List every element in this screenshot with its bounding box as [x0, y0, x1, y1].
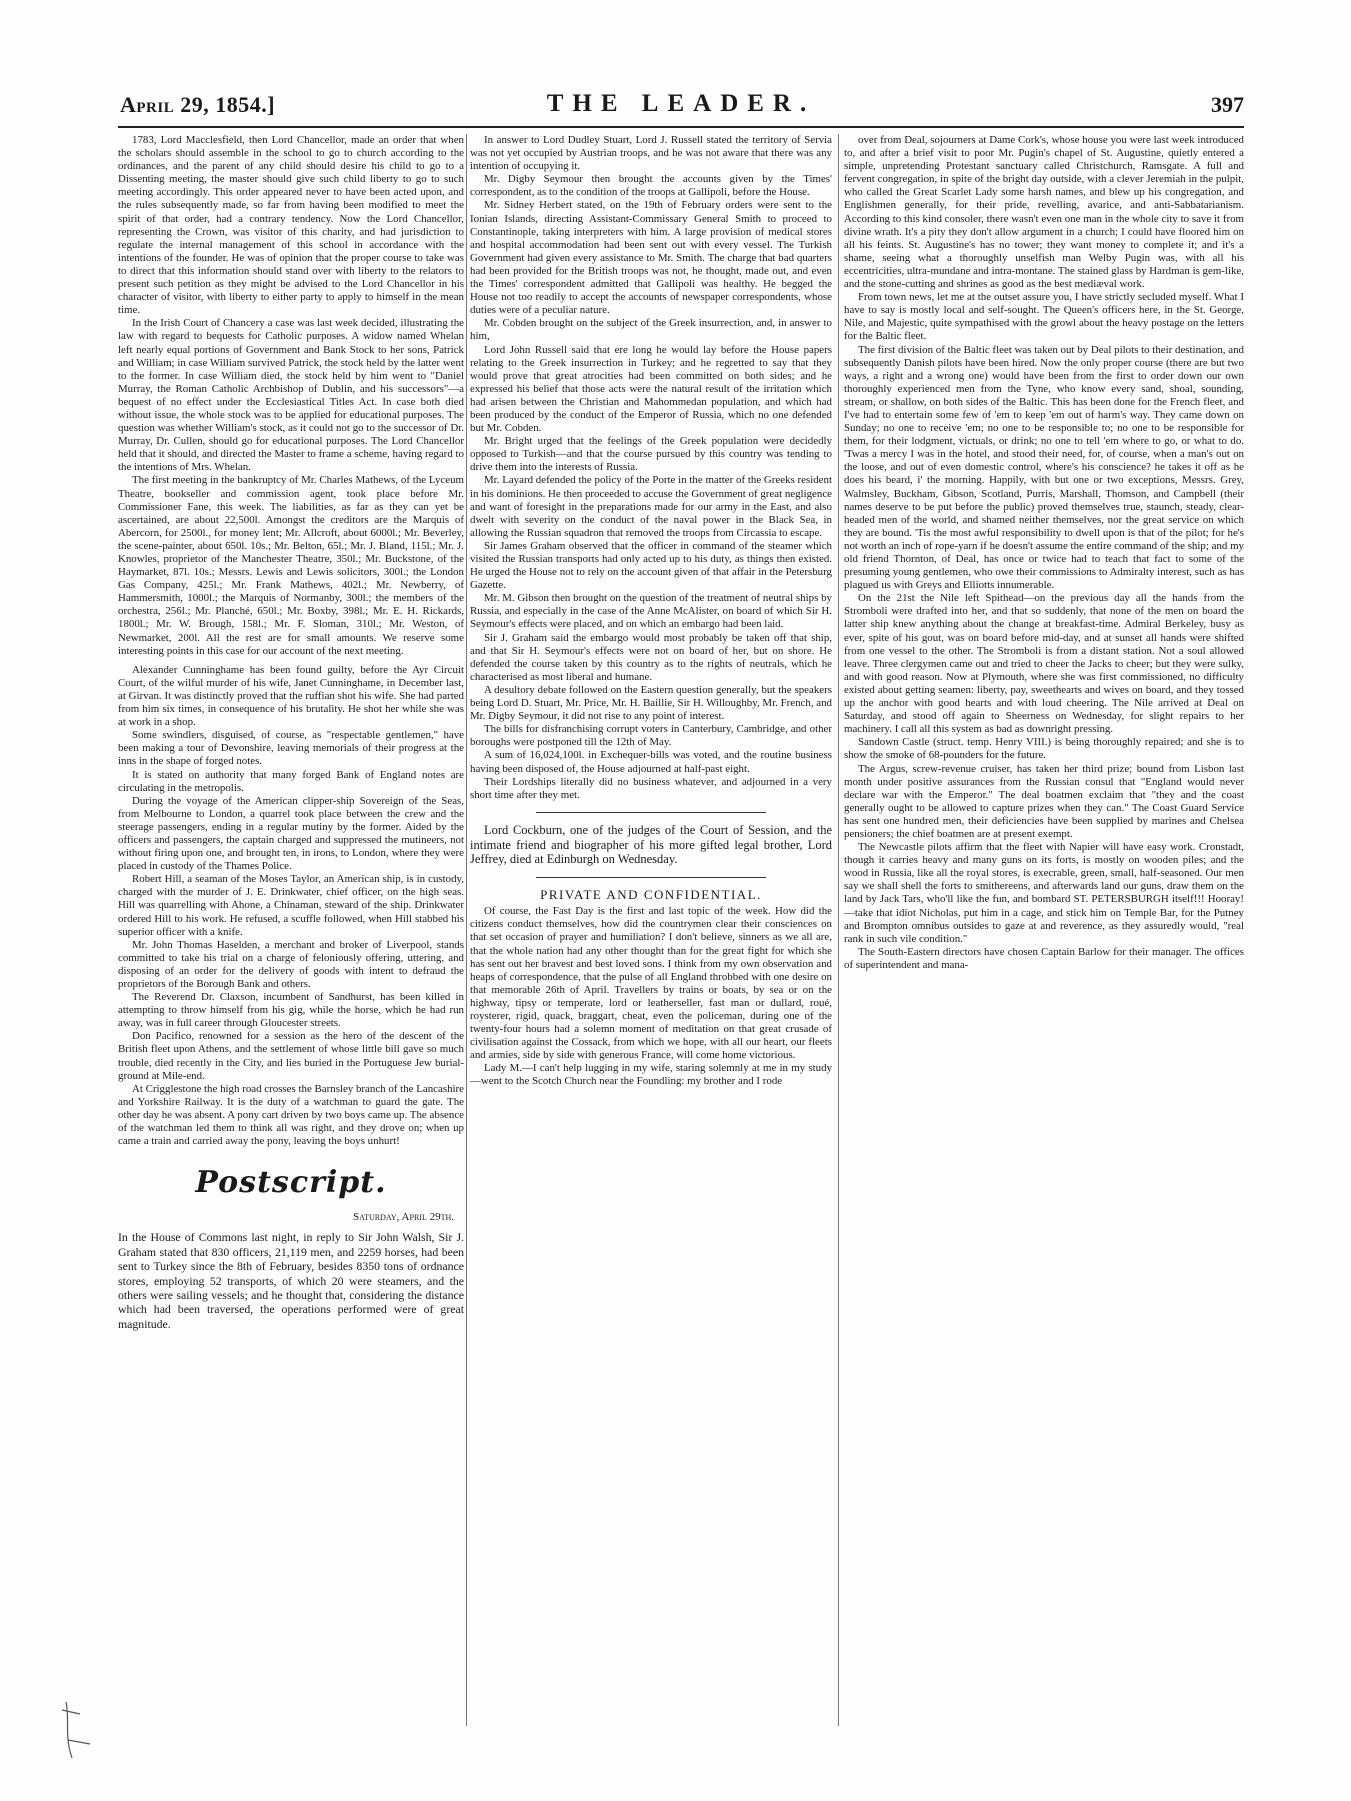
masthead-rule: [118, 126, 1244, 128]
paragraph: Mr. Bright urged that the feelings of the Greek population were decidedly opposed to Turkish—and that the course pursued by this country was tending to drive them into the interests of Russia.: [470, 435, 832, 474]
paragraph: The first meeting in the bankruptcy of Mr. Charles Mathews, of the Lyceum Theatre, bookseller and commission agent, took place before Mr. Commissioner Fane, this week. The liabilities, as far as they can yet be ascertained, are about 22,500l. Amongst the creditors are the Marquis of Abercorn, for 2500l., for money lent; Mr. Allcroft, about 6000l.; Mr. Beverley, the scene-painter, about 650l. 10s.; Mr. Belton, 65l.; Mr. J. Bland, 115l.; Mr. J. Knowles, proprietor of the Manchester Theatre, 350l.; Mr. Buckstone, of the Haymarket, 87l. 10s.; Messrs. Lewis and Lewis solicitors, 300l.; the London Gas Company, 425l.; Mr. Frank Mathews, 402l.; Mr. Newberry, of Hammersmith, 1000l.; the Marquis of Normanby, 300l.; the members of the orchestra, 256l.; Mr. Planché, 650l.; Mr. Boxby, 398l.; Mr. E. H. Rickards, 1800l.; Mr. W. Brough, 158l.; Mr. F. Sloman, 310l.; Mr. Weston, of Newmarket, 200l. All the rest are for small amounts. We reserve some interesting points in this case for our account of the next meeting.: [118, 474, 464, 657]
postscript-heading: Postscript.: [195, 1165, 387, 1201]
paragraph: The bills for disfranchising corrupt voters in Canterbury, Cambridge, and other boroughs were postponed till the 12th of May.: [470, 723, 832, 749]
paragraph: Some swindlers, disguised, of course, as "respectable gentlemen," have been making a tour of Devonshire, leaving memorials of their progress at the inns in the shape of forged notes.: [118, 729, 464, 768]
paragraph: On the 21st the Nile left Spithead—on the previous day all the hands from the Stromboli were drafted into her, and that so suddenly, that none of the men on board the latter ship knew anything about the change at breakfast-time. Admiral Berkeley, busy as ever, spite of his gout, was on board before mid-day, and at sunset all hands were shifted from one vessel to the other. The Stromboli is from a distant station. Not a soul allowed leave. Three clergymen came out and tried to cheer the Jacks to cheer; but they were sulky, and with good reason. Now at Plymouth, where she was first commissioned, no difficulty existed about getting seamen: liberty, pay, sweethearts and wives on board, and they tossed up the anchor with good hearts and with loud cheering. The Nile arrived at Deal on Saturday, and stood off again to Sheerness on Wednesday, for slight repairs to her machinery. I call all this system as bad as downright pressing.: [844, 592, 1244, 736]
paragraph: During the voyage of the American clipper-ship Sovereign of the Seas, from Melbourne to London, a quarrel took place between the crew and the steerage passengers, ending in a regular mutiny by the former. Aided by the officers and passengers, the captain charged and suppressed the mutineers, not without firing upon one, and brought ten, in irons, to London, where they were placed in custody of the Thames Police.: [118, 794, 464, 873]
paragraph: Mr. Digby Seymour then brought the accounts given by the Times' correspondent, as to the condition of the troops at Gallipoli, before the House.: [470, 173, 832, 199]
paragraph: The Reverend Dr. Claxson, incumbent of Sandhurst, has been killed in attempting to throw himself from his gig, while the horse, which he had run away, was in full career through Gloucester streets.: [118, 991, 464, 1030]
paragraph: Sir James Graham observed that the officer in command of the steamer which visited the Russian transports had only acted up to his duty, as things then existed. He urged the House not to rely on the account given of that affair in the Petersburg Gazette.: [470, 539, 832, 592]
paragraph: A sum of 16,024,100l. in Exchequer-bills was voted, and the routine business having been disposed of, the House adjourned at half-past eight.: [470, 749, 832, 775]
obituary-notice: Lord Cockburn, one of the judges of the Court of Session, and the intimate friend and biographer of his more gifted legal brother, Lord Jeffrey, died at Edinburgh on Wednesday.: [470, 822, 832, 867]
paragraph: Robert Hill, a seaman of the Moses Taylor, an American ship, is in custody, charged with the murder of J. E. Drinkwater, chief officer, on the high seas. Hill was quarrelling with Ahone, a Chinaman, steward of the ship. Drinkwater ordered Hill to his work. He refused, a scuffle followed, when Hill stabbed his superior officer with a knife.: [118, 873, 464, 938]
column-divider: [466, 134, 467, 1726]
ink-smudge: [60, 1700, 100, 1760]
paragraph: 1783, Lord Macclesfield, then Lord Chancellor, made an order that when the scholars should assemble in the school to go to church according to the ordinances, and the parent of any child should desire his child to go to a Dissenting meeting, the master should give such child liberty to go to such meeting accordingly. This order appeared never to have been acted upon, and the rules subsequently made, so far from having been modified to meet the spirit of that order, had a contrary tendency. Now the Lord Chancellor, representing the Crown, was visitor of this charity, and had jurisdiction to regulate the internal management of this school in accordance with the intentions of the founder. He was of opinion that the proper course to take was to direct that this information should stand over with liberty to the relators to present such petition as they might be advised to the Lord Chancellor in his character of visitor, with liberty to either party to apply to himself in the mean time.: [118, 134, 464, 317]
paragraph: From town news, let me at the outset assure you, I have strictly secluded myself. What I have to say is mostly local and self-sought. The Queen's officers here, in the St. George, Nile, and Majestic, quite sympathised with the growl about the heavy postage on the letters for the Baltic fleet.: [844, 291, 1244, 343]
paragraph: over from Deal, sojourners at Dame Cork's, whose house you were last week introduced to, and after a brief visit to poor Mr. Pugin's chapel of St. Augustine, quietly entered a simple, unpretending Protestant sanctuary called Christchurch, Ramsgate. A full and fervent congregation, in spite of the bright day outside, with a clever Jeremiah in the pulpit, who called the Great Scarlet Lady some harsh names, and blew up his congregation, and Englishmen generally, for their pride, revelling, avarice, and anti-Sabbatarianism. According to this kind consoler, there wasn't even one man in the whole city to save it from divine wrath. It's a pity they don't allow argument in a church; I could have floored him on all his feints. St. Augustine's has no tower; they want money to complete it; and it's a shame, seeing what a thoroughly unselfish man Welby Pugin was, with all his eccentricities, ultra-mundane and intra-montane. The stained glass by Hardman is gem-like, and the stone-cutting and shrines as good as the best mediæval work.: [844, 134, 1244, 291]
dateline: Saturday, April 29th.: [353, 1211, 454, 1224]
paragraph: In answer to Lord Dudley Stuart, Lord J. Russell stated the territory of Servia was not yet occupied by Austrian troops, and he was not aware that there was any intention of occupying it.: [470, 134, 832, 173]
paragraph: Their Lordships literally did no business whatever, and adjourned in a very short time after they met.: [470, 775, 832, 801]
issue-date: April 29, 1854.]: [120, 92, 276, 117]
newspaper-page: [118, 92, 1244, 1792]
column-2: [470, 134, 832, 1089]
paragraph: A desultory debate followed on the Eastern question generally, but the speakers being Lord D. Stuart, Mr. Price, Mr. H. Baillie, Sir H. Willoughby, Mr. French, and Mr. Digby Seymour, it did not rise to any point of interest.: [470, 683, 832, 723]
paragraph: Sandown Castle (struct. temp. Henry VIII.) is being thoroughly repaired; and she is to show the smoke of 68-pounders for the future.: [844, 736, 1244, 762]
paragraph: The South-Eastern directors have chosen Captain Barlow for their manager. The offices of superintendent and mana-: [844, 945, 1244, 971]
page-number: 397: [1211, 92, 1244, 117]
paragraph: In the Irish Court of Chancery a case was last week decided, illustrating the law with regard to bequests for Catholic purposes. A widow named Whelan left nearly equal portions of Government and Bank Stock to her sons, Patrick and William; in case William survived Patrick, the stock held by the latter went to the former. In case William died, the stock held by him went to "Daniel Murray, the Roman Catholic Archbishop of Dublin, and his successors"—a bequest of no effect under the Ecclesiastical Titles Act. In case both died without issue, the whole stock was to be applied for educational purposes. The question was whether William's stock, as it could not go to the successor of Dr. Murray, Dr. Cullen, should go for educational purposes. The Lord Chancellor held that it should, and directed the Master to frame a scheme, having regard to the intentions of Mrs. Whelan.: [118, 317, 464, 474]
paragraph: Don Pacifico, renowned for a session as the hero of the descent of the British fleet upon Athens, and the settlement of whose little bill gave so much trouble, died recently in the City, and lies buried in the Portuguese Jew burial-ground at Mile-end.: [118, 1030, 464, 1082]
section-heading: PRIVATE AND CONFIDENTIAL.: [540, 887, 762, 903]
newspaper-title: THE LEADER.: [546, 90, 816, 117]
paragraph: Lord John Russell said that ere long he would lay before the House papers relating to the Greek insurrection in Turkey; and he regretted to say that they would prove that great atrocities had been committed on both sides; and he expressed his belief that those acts were the natural result of the irritation which had arisen between the Christian and Mahommedan population, and which had been produced by the conduct of the Emperor of Russia, which no one defended but Mr. Cobden.: [470, 343, 832, 435]
paragraph: In the House of Commons last night, in reply to Sir John Walsh, Sir J. Graham stated that 830 officers, 21,119 men, and 2259 horses, had been sent to Turkey since the 8th of February, besides 8350 tons of ordnance stores, employing 52 transports, of which 20 were steamers, and the others were sailing vessels; and he thought that, considering the distance which had been traversed, the operations performed were of great magnitude.: [118, 1230, 464, 1331]
paragraph: Mr. M. Gibson then brought on the question of the treatment of neutral ships by Russia, and especially in the case of the Anne McAlister, on board of which Sir H. Seymour's effects were placed, and on which an embargo had been laid.: [470, 592, 832, 631]
paragraph: Sir J. Graham said the embargo would most probably be taken off that ship, and that Sir H. Seymour's effects were not on board of her, but on shore. He defended the course taken by this country as to the rights of neutrals, which he characterised as most liberal and humane.: [470, 631, 832, 683]
section-rule: [536, 812, 766, 813]
paragraph: It is stated on authority that many forged Bank of England notes are circulating in the metropolis.: [118, 768, 464, 794]
paragraph: Mr. Cobden brought on the subject of the Greek insurrection, and, in answer to him,: [470, 317, 832, 343]
paragraph: The Argus, screw-revenue cruiser, has taken her third prize; bound from Lisbon last month under positive assurances from the Russian consul that "England would never declare war with the Emperor." The deal boatmen exclaim that "they and the coast generally ought to be allowed to capture prizes when they can." The Coast Guard Service has sent one hundred men, their deficiencies have been supplied by marines and Chelsea pensioners; the chief boatmen are at present exempt.: [844, 762, 1244, 840]
paragraph: Mr. Sidney Herbert stated, on the 19th of February orders were sent to the Ionian Islands, directing Assistant-Commissary General Smith to proceed to Constantinople, taking interpreters with him. A large provision of medical stores and hospital accommodation had been sent out with every vessel. The Turkish Government had given every assistance to Mr. Smith. The charge that bad quarters had been provided for the British troops was not, he thought, made out, and even the Times' correspondent admitted that Gallipoli was healthy. He begged the House not too readily to accept the accounts of newspaper correspondents, whose duties were of a peculiar nature.: [470, 199, 832, 317]
section-rule: [536, 877, 766, 878]
paragraph: The first division of the Baltic fleet was taken out by Deal pilots to their destination, and subsequently Danish pilots have been hired. Now the only proper course (there are but two ways, a right and a wrong one) would have been from the first to order down our own thoroughly experienced men from the Tyne, who know every sand, shoal, sounding, stream, or shallow, on both sides of the Baltic. This has been done for the French fleet, and I've had to entertain some few of 'em to keep 'em out of harm's way. They came down on Sunday; no one to receive 'em; no one to be responsible to; no one to be responsible for them, for their lodgment, victuals, or drink; no one to tell 'em where to go, or what to do. 'Twas a mercy I was in the hotel, and stood their need, for, of course, when a man's out on the loose, and out of even domestic control, where's his conscience? he takes it off as he does his beard, i' the morning. Happily, with but one or two exceptions, Messrs. Grey, Walmsley, Buckham, Gibson, Scotland, Purris, Marshall, Thomson, and Campbell (their names deserve to be put before the public) proved themselves true, staunch, steady, clear-headed men of the world, and shamed neither themselves, nor the great service on which they are bound. 'Tis the most awful responsibility to dwell upon is that of the pilot; for he's not worth an inch of rope-yarn if he doesn't assume the entire command of the ship; and my old friend Thornton, of Deal, has once or twice had to teach that fact to some of the presuming young gentlemen, who owe their commissions to Admiralty interest, such as has plagued us with Greys and Elliotts innumerable.: [844, 343, 1244, 592]
paragraph: Lady M.—I can't help lugging in my wife, staring solemnly at me in my study—went to the Scotch Church near the Foundling: my brother and I rode: [470, 1062, 832, 1088]
column-3: [844, 134, 1244, 972]
column-divider: [838, 134, 839, 1726]
paragraph: Mr. John Thomas Haselden, a merchant and broker of Liverpool, stands committed to take his trial on a charge of feloniously offering, uttering, and disposing of an order for the delivery of goods with intent to defraud the proprietors of the Borough Bank and others.: [118, 938, 464, 990]
paragraph: Mr. Layard defended the policy of the Porte in the matter of the Greeks resident in his dominions. He then proceeded to accuse the Government of great negligence and want of foresight in the preparations made for our army in the East, and also dwelt with severity on the conduct of the naval power in the Black Sea, in allowing the Russian squadron that removed the troops from Circassia to escape.: [470, 474, 832, 539]
paragraph: Alexander Cunninghame has been found guilty, before the Ayr Circuit Court, of the wilful murder of his wife, Janet Cunninghame, in December last, at Girvan. It was distinctly proved that the ruffian shot his wife. She had parted from him six times, in consequence of his brutality. He shot her while she was at work in a shop.: [118, 663, 464, 729]
paragraph: The Newcastle pilots affirm that the fleet with Napier will have easy work. Cronstadt, though it carries heavy and many guns on its forts, is mostly on wooden piles; and the wood in Russia, like all the royal stores, is execrable, green, small, half-seasoned. Our men say we shall shell the forts to smithereens, and afterwards land our guns, draw them on the land by Jack Tars, who'll like the fun, and bombard ST. PETERSBURGH itself!!! Hooray!—take that idiot Nicholas, put him in a cage, and stick him on Temple Bar, for the Putney and Brompton omnibus outsides to gaze at and reverence, as they assuredly would, "real rank in such vile condition.": [844, 841, 1244, 945]
paragraph: Of course, the Fast Day is the first and last topic of the week. How did the citizens conduct themselves, how did the countrymen clear their consciences on that set occasion of prayer and humiliation? I don't believe, sinners as we all are, that the whole nation had any other thought than for the great fight for which she has sent out her bravest and best loved sons. I think from my own observation and heaps of correspondence, that the pulse of all England throbbed with one desire on that memorable 26th of April. Travellers by trains or boats, by sea or on the highway, tipsy or temperate, lord or leatherseller, fast man or dullard, roué, roysterer, rigid, quack, braggart, cheat, even the policeman, during one of the twenty-four hours had a solemn moment of meditation on that great crusade of civilisation against the Cossack, from which we hope, with all our heart, our fleets and armies, side by side with generous France, will come home victorious.: [470, 905, 832, 1062]
column-1: [118, 134, 464, 1331]
paragraph: At Crigglestone the high road crosses the Barnsley branch of the Lancashire and Yorkshire Railway. It is the duty of a watchman to guard the gate. The other day he was absent. A pony cart driven by two boys came up. The absence of the watchman led them to think all was right, and they drove on; when up came a train and carried away the pony, leaving the boys unhurt!: [118, 1082, 464, 1148]
